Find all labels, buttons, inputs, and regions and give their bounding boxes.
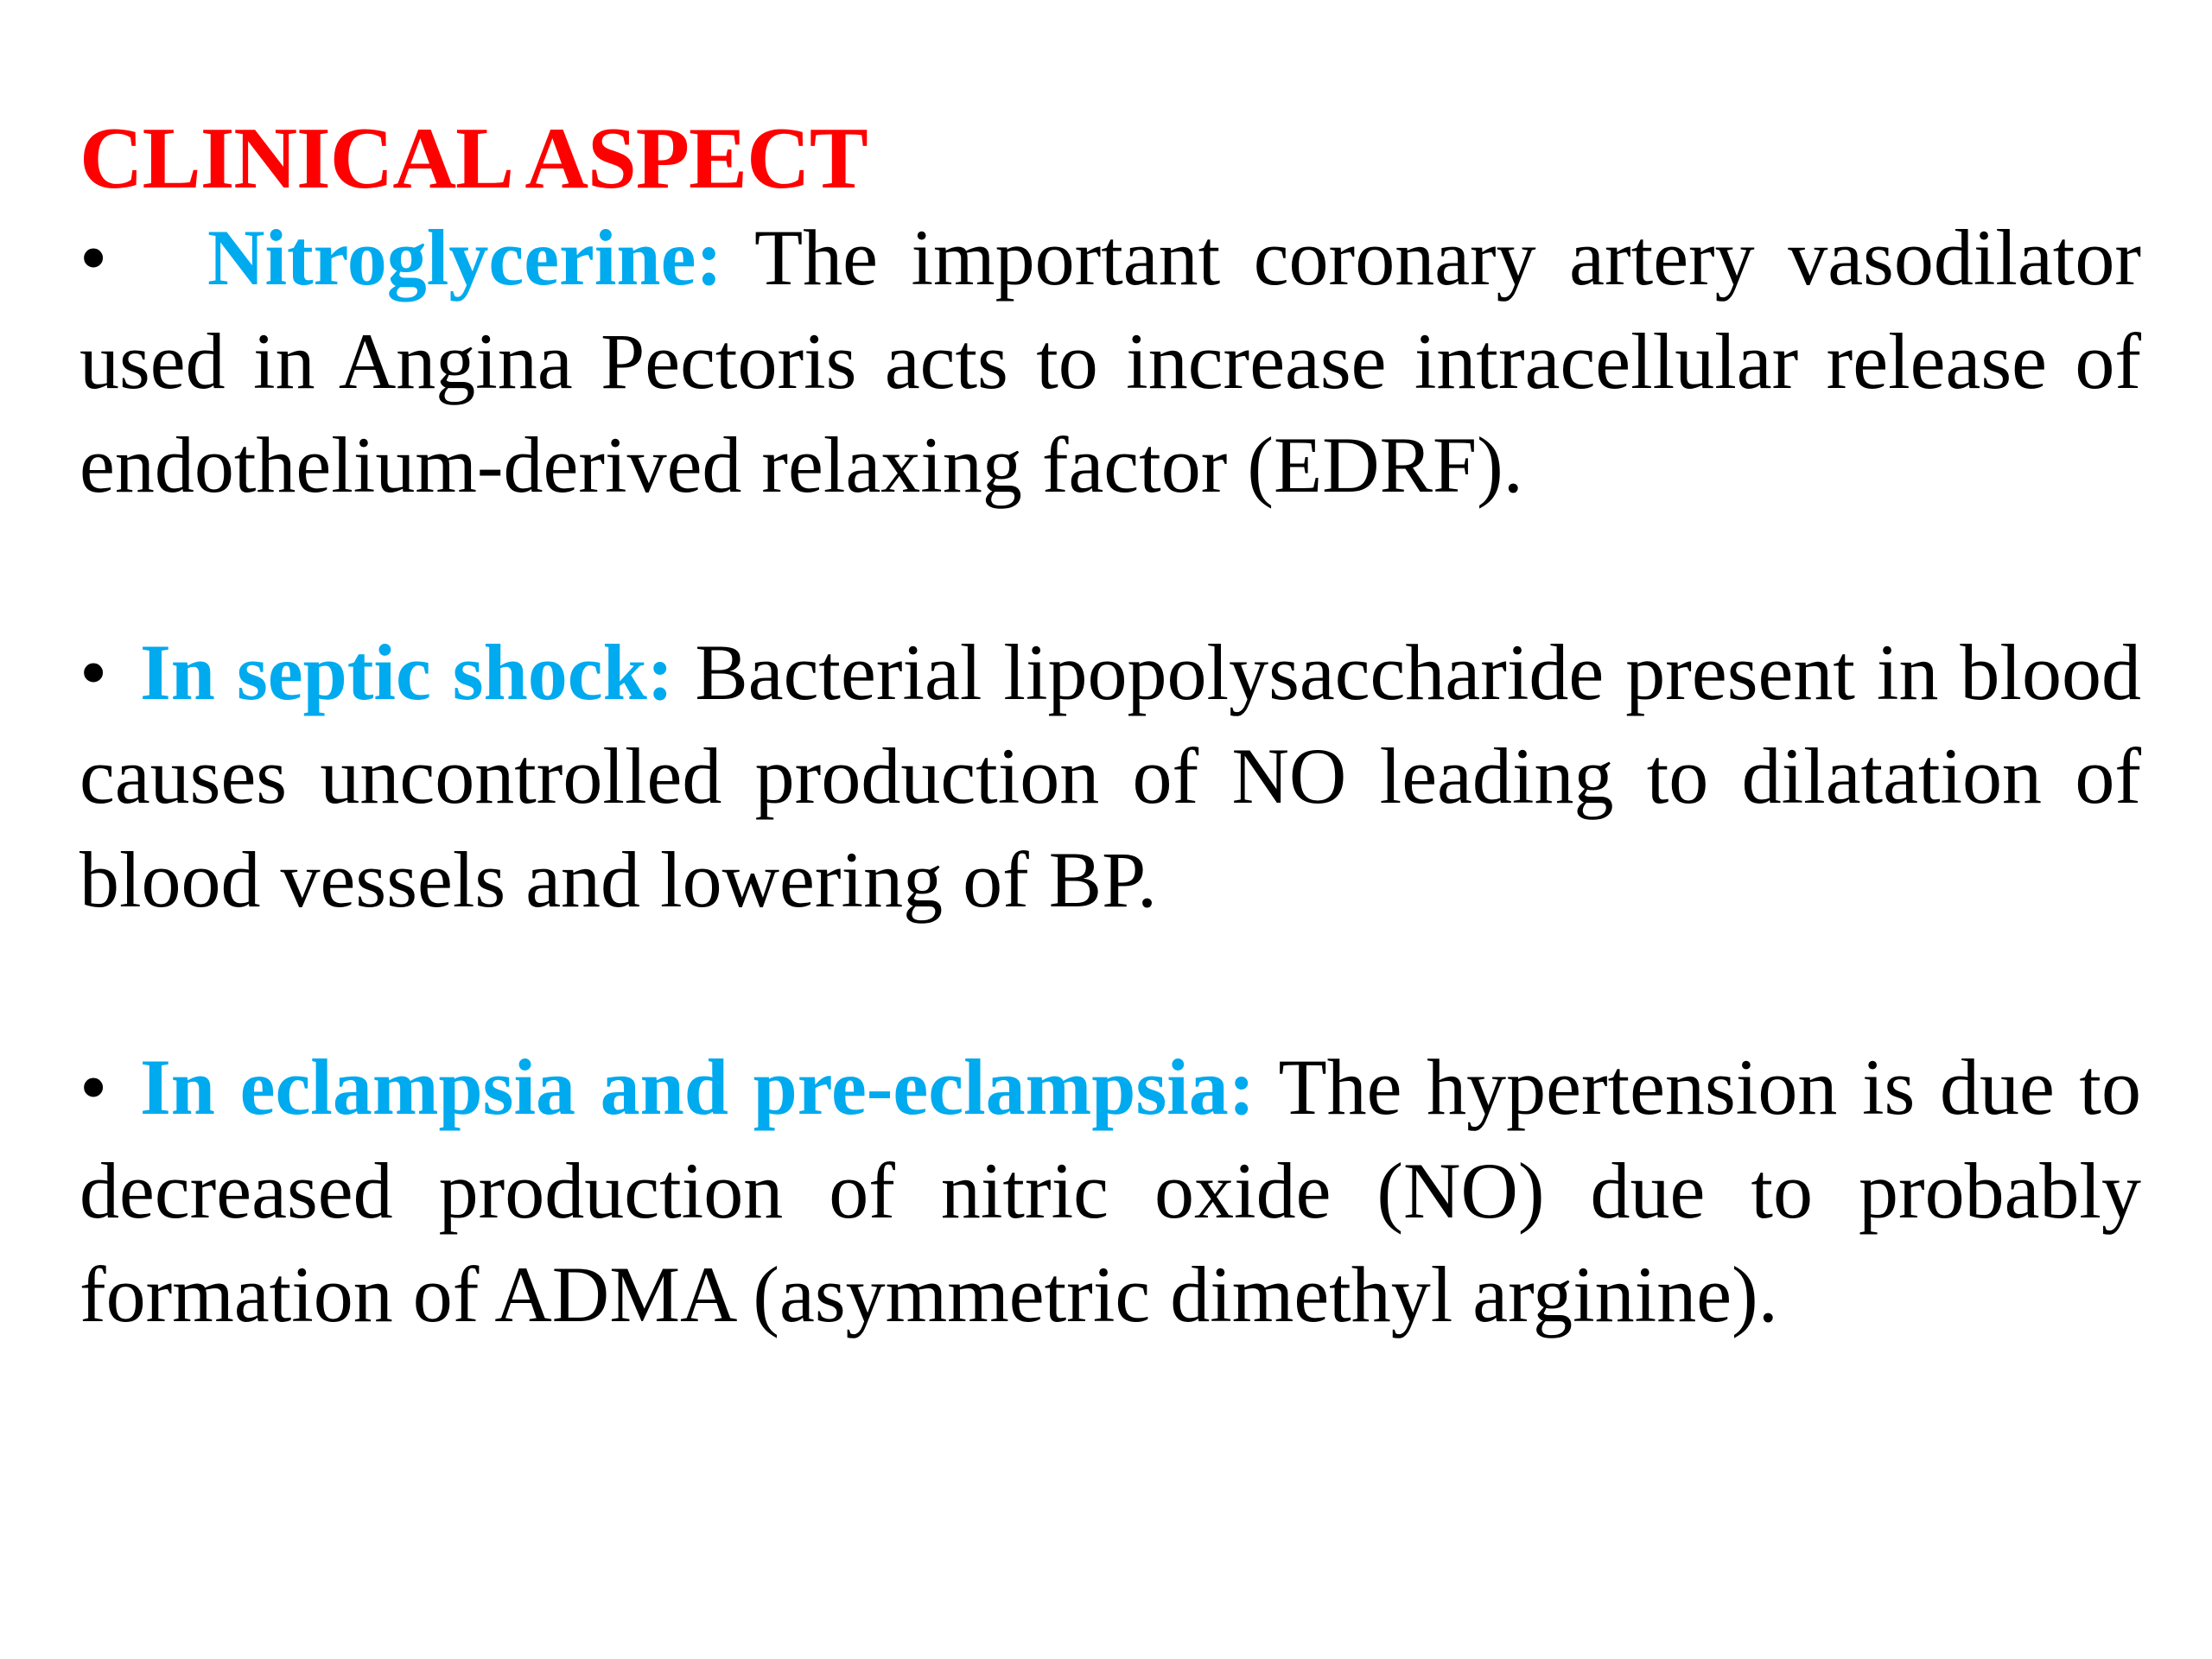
bullet-lead-septic-shock: In septic shock:: [140, 628, 674, 716]
bullet-text-septic-shock: Bacterial lipopolysaccharide present in blood causes uncontrolled production of NO leading to dilatation of blood vessels and lowering of BP.: [79, 628, 2141, 924]
slide-content: [79, 112, 2141, 1346]
bullet-icon: •: [79, 628, 108, 716]
bullet-text-nitroglycerine: The important coronary artery vasodilator used in Angina Pectoris acts to increase intracellular release of endothelium-derived relaxing factor (EDRF).: [79, 213, 2141, 509]
bullet-item-eclampsia: [79, 1035, 2141, 1346]
bullet-lead-nitroglycerine: Nitroglycerine:: [207, 213, 723, 302]
bullet-item-septic-shock: [79, 620, 2141, 931]
bullet-icon: •: [79, 1043, 108, 1131]
bullet-text-eclampsia: The hypertension is due to decreased production of nitric oxide (NO) due to probably formation of ADMA (asymmetric dimethyl arginine).: [79, 1043, 2141, 1338]
slide-title: CLINICAL ASPECT: [79, 110, 868, 207]
bullet-item-nitroglycerine: [79, 206, 2141, 517]
bullet-icon: •: [79, 213, 108, 302]
bullet-lead-eclampsia: In eclampsia and pre-eclampsia:: [140, 1043, 1255, 1131]
